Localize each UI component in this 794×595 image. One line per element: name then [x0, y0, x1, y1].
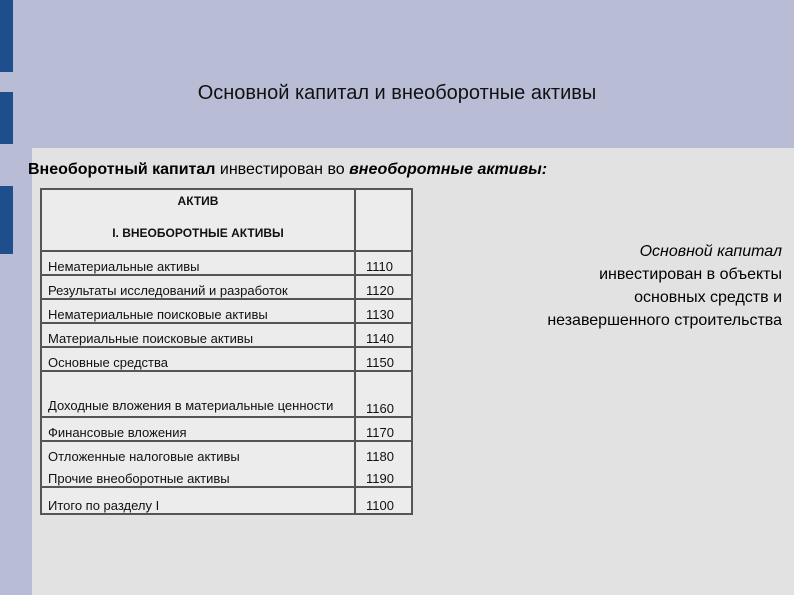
accent-bar-3	[0, 186, 13, 254]
table-row: Отложенные налоговые активы 1180	[41, 441, 412, 464]
accent-bar-1	[0, 0, 13, 72]
table-row: Доходные вложения в материальные ценности 1160	[41, 371, 412, 417]
table-row: Финансовые вложения 1170	[41, 417, 412, 441]
table-section-title: I. ВНЕОБОРОТНЫЕ АКТИВЫ	[41, 216, 355, 251]
table-row-total: Итого по разделу I 1100	[41, 487, 412, 514]
note-line-3: основных средств и	[634, 289, 782, 306]
table-row: Результаты исследований и разработок 1120	[41, 275, 412, 299]
table-header-row	[41, 189, 412, 216]
slide-subtitle	[28, 161, 547, 179]
note-line-1: Основной капитал	[639, 243, 782, 260]
table-row: Прочие внеоборотные активы 1190	[41, 464, 412, 487]
subtitle-bold: Внеоборотный капитал	[28, 161, 216, 178]
note-text	[442, 240, 782, 332]
table-header: АКТИВ	[41, 189, 355, 216]
slide-title: Основной капитал и внеоборотные активы	[197, 82, 597, 104]
note-line-2: инвестирован в объекты	[599, 266, 782, 283]
table-row: Нематериальные поисковые активы 1130	[41, 299, 412, 323]
table-section-row	[41, 216, 412, 251]
note-line-4: незавершенного строительства	[547, 312, 782, 329]
table-row: Материальные поисковые активы 1140	[41, 323, 412, 347]
balance-table	[40, 188, 413, 515]
subtitle-italic: внеоборотные активы:	[349, 161, 548, 178]
subtitle-normal: инвестирован во	[215, 161, 350, 178]
table-row: Основные средства 1150	[41, 347, 412, 371]
table-row: Нематериальные активы 1110	[41, 251, 412, 275]
